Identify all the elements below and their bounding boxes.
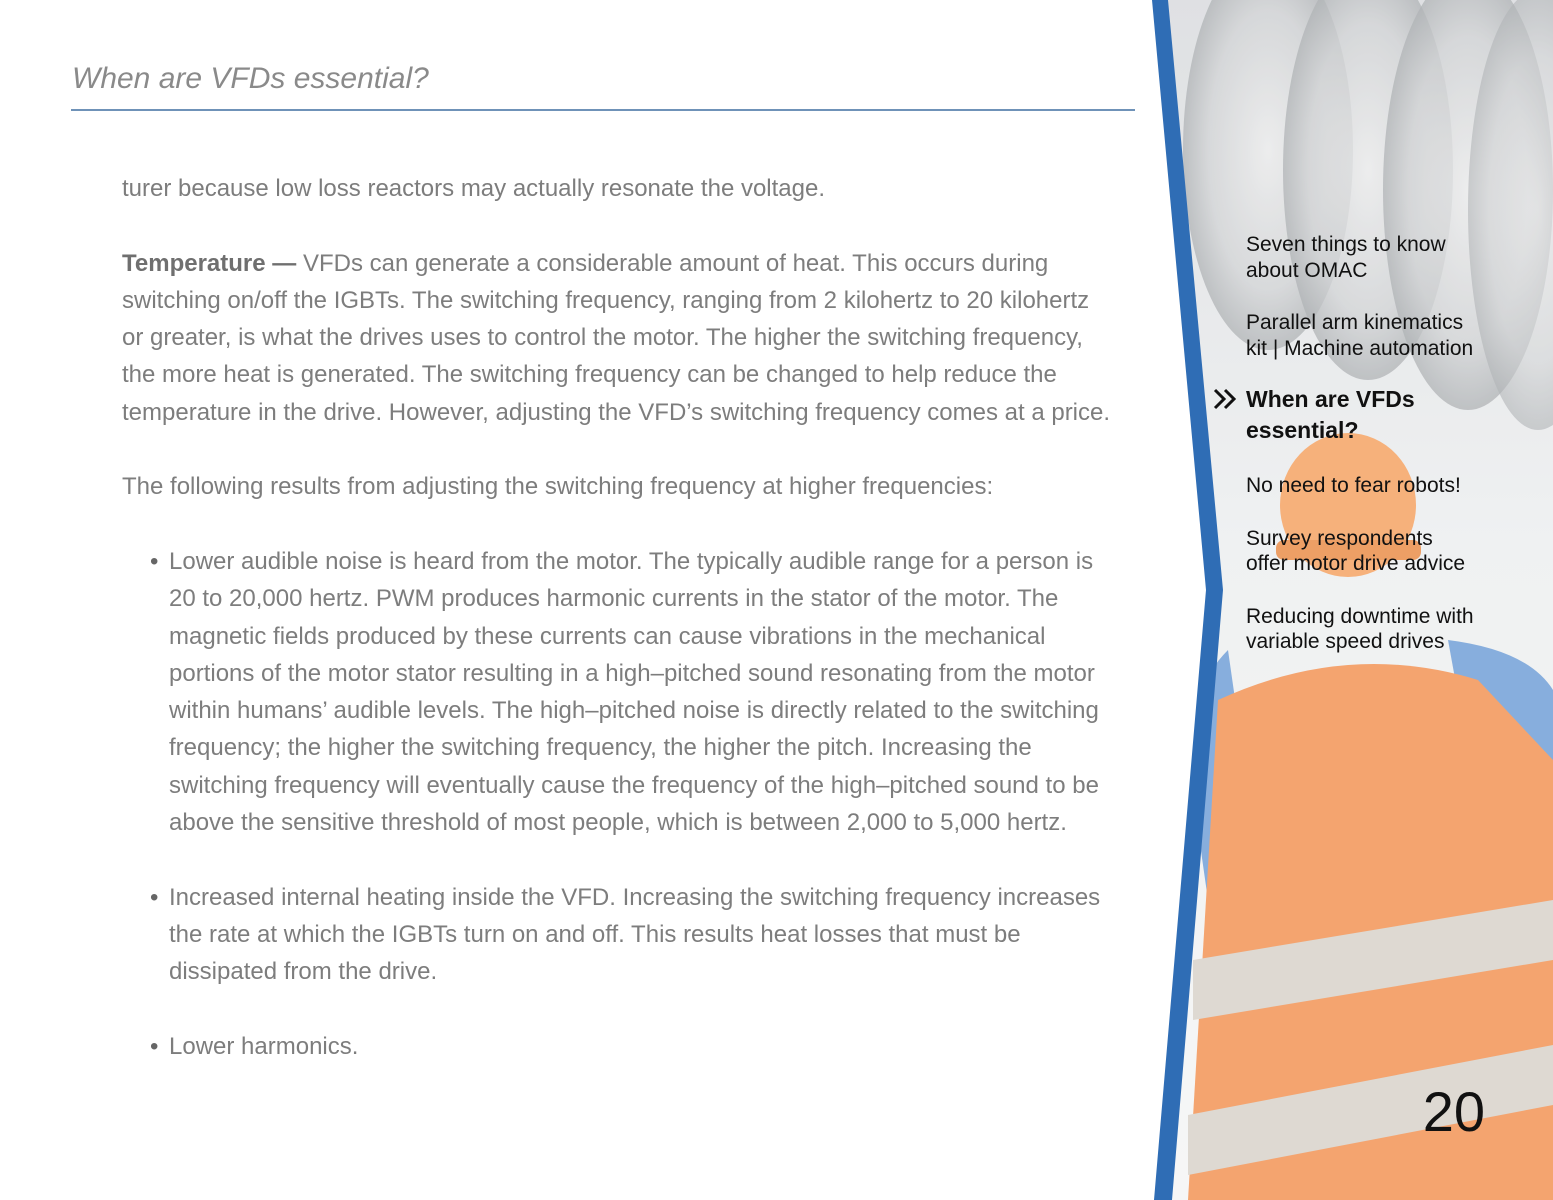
nav-item-line: Reducing downtime with xyxy=(1246,604,1474,628)
nav-item-seven-things[interactable] xyxy=(1246,232,1536,283)
page-number: 20 xyxy=(1422,1080,1485,1143)
bullet-icon: • xyxy=(150,547,159,575)
sidebar-nav xyxy=(1246,232,1536,682)
results-intro: The following results from adjusting the switching frequency at higher frequencies: xyxy=(122,473,994,501)
double-chevron-right-icon xyxy=(1212,387,1238,411)
continuation-paragraph: turer because low loss reactors may actually resonate the voltage. xyxy=(122,175,826,202)
list-item-text: Increased internal heating inside the VFD. Increasing the switching frequency increases the rate at which the IGBTs turn on and off. This results heat losses that must be dissipated from the drive. xyxy=(169,883,1101,986)
list-item xyxy=(122,1028,1112,1065)
results-list xyxy=(122,543,1112,1065)
nav-item-line: offer motor drive advice xyxy=(1246,552,1466,575)
bullet-icon: • xyxy=(150,883,159,911)
nav-item-line: essential? xyxy=(1246,417,1359,443)
list-item-text: Lower audible noise is heard from the motor. The typically audible range for a person is 20 to 20,000 hertz. PWM produces harmonic currents in the stator of the motor. The magnetic fields produced by these currents can cause vibrations in the mechanical portions of the motor stator resulting in a high–pitched sound resonating from the motor within humans’ audible levels. The high–pitched noise is directly related to the switching frequency; the higher the switching frequency, the higher the pitch. Increasing the switching frequency will eventually cause the frequency of the high–pitched sound to be above the sensitive threshold of most people, which is between 2,000 to 5,000 hertz. xyxy=(169,547,1099,837)
nav-item-line: kit | Machine automation xyxy=(1246,336,1474,360)
list-item-text: Lower harmonics. xyxy=(169,1032,359,1060)
nav-item-line: about OMAC xyxy=(1246,258,1368,282)
list-item xyxy=(122,543,1112,841)
nav-item-vfds-current[interactable] xyxy=(1246,384,1536,446)
nav-item-line: No need to fear robots! xyxy=(1246,474,1461,497)
title-divider xyxy=(71,109,1135,111)
nav-item-line: Parallel arm kinematics xyxy=(1246,311,1464,334)
nav-item-line: Seven things to know xyxy=(1246,233,1446,256)
nav-item-robots[interactable] xyxy=(1246,473,1536,499)
bullet-icon: • xyxy=(150,1032,159,1060)
temperature-text: VFDs can generate a considerable amount of heat. This occurs during switching on/off the IGBTs. The switching frequency, ranging from 2 kilohertz to 20 kilohertz or greater, is what the drives uses to control the motor. The higher the switching frequency, the more heat is generated. The switching frequency can be changed to help reduce the temperature in the drive. However, adjusting the VFD’s switching frequency comes at a price. xyxy=(122,249,1111,426)
list-item xyxy=(122,879,1112,991)
temperature-lead: Temperature — xyxy=(122,249,297,277)
nav-item-line: When are VFDs xyxy=(1246,386,1415,412)
nav-item-parallel-arm[interactable] xyxy=(1246,310,1536,361)
page-title: When are VFDs essential? xyxy=(72,62,429,95)
nav-item-line: variable speed drives xyxy=(1246,630,1445,653)
nav-item-downtime[interactable] xyxy=(1246,604,1536,655)
article-body xyxy=(122,170,1112,1102)
nav-item-survey[interactable] xyxy=(1246,526,1536,577)
temperature-paragraph xyxy=(122,245,1112,431)
nav-item-line: Survey respondents xyxy=(1246,526,1433,550)
